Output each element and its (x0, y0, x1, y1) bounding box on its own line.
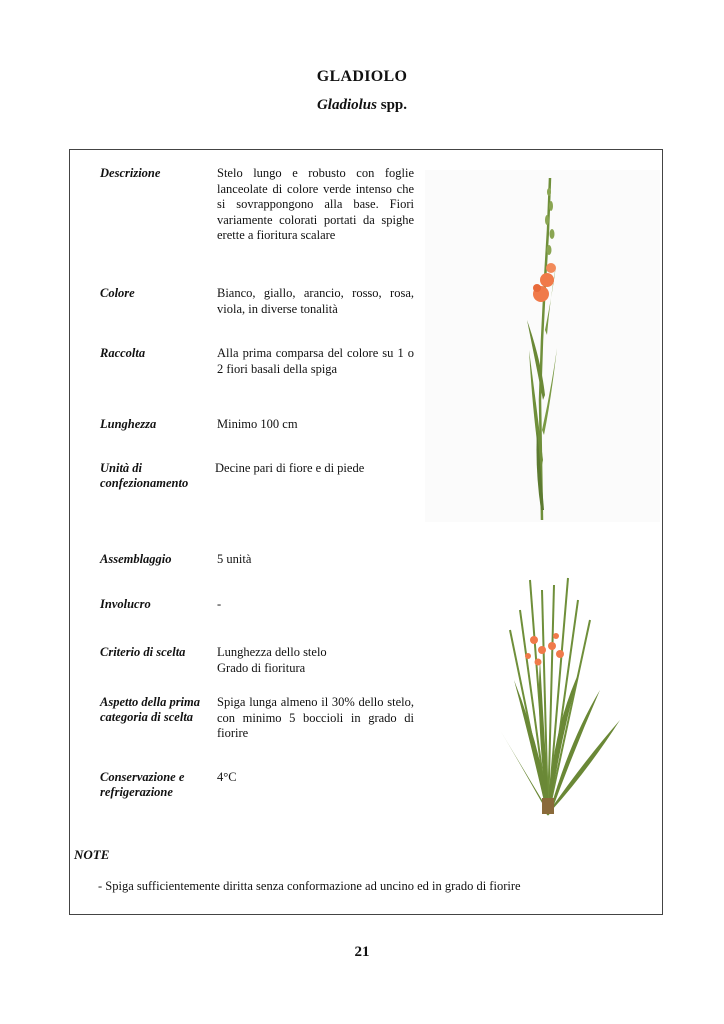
species-name (0, 97, 724, 114)
row-value-unita-confezionamento: Decine pari di fiore e di piede (215, 461, 365, 475)
single-stem-photo (425, 170, 660, 522)
row-label-involucro: Involucro (100, 597, 151, 611)
row-label-aspetto-prima-categoria: Aspetto della prima categoria di scelta (100, 695, 200, 724)
row-value-conservazione: 4°C (217, 770, 237, 784)
row-value-lunghezza: Minimo 100 cm (217, 417, 298, 431)
row-label-raccolta: Raccolta (100, 346, 146, 360)
notes-label: NOTE (74, 847, 110, 862)
row-value-assemblaggio: 5 unità (217, 552, 252, 566)
species-suffix: spp. (376, 97, 408, 113)
bunch-photo (490, 570, 640, 820)
row-label-assemblaggio: Assemblaggio (100, 552, 172, 566)
note-item: - Spiga sufficientemente diritta senza conformazione ad uncino ed in grado di fiorire (98, 879, 521, 893)
row-value-raccolta: Alla prima comparsa del colore su 1 o 2 fiori basali della spiga (217, 346, 414, 376)
species-genus: Gladiolus (316, 97, 377, 113)
page-number: 21 (354, 944, 370, 960)
row-label-colore: Colore (100, 286, 135, 300)
row-value-aspetto-prima-categoria: Spiga lunga almeno il 30% dello stelo, con minimo 5 boccioli in grado di fiorire (217, 695, 414, 740)
row-value-colore: Bianco, giallo, arancio, rosso, rosa, viola, in diverse tonalità (217, 286, 414, 316)
row-label-descrizione: Descrizione (100, 166, 161, 180)
row-value-descrizione: Stelo lungo e robusto con foglie lanceolate di colore verde intenso che si sovrappongono alla base. Fiori variamente colorati portati da spighe erette a fioritura scalare (217, 166, 414, 242)
row-value-criterio-scelta: Lunghezza dello stelo Grado di fioritura (217, 645, 327, 675)
row-label-conservazione: Conservazione e refrigerazione (100, 770, 185, 799)
page-title: GLADIOLO (316, 68, 408, 85)
row-label-lunghezza: Lunghezza (100, 417, 157, 431)
data-sheet-box (69, 149, 663, 915)
row-label-unita-confezionamento: Unità di confezionamento (100, 461, 189, 490)
row-label-criterio-scelta: Criterio di scelta (100, 645, 186, 659)
row-value-involucro: - (217, 597, 222, 611)
